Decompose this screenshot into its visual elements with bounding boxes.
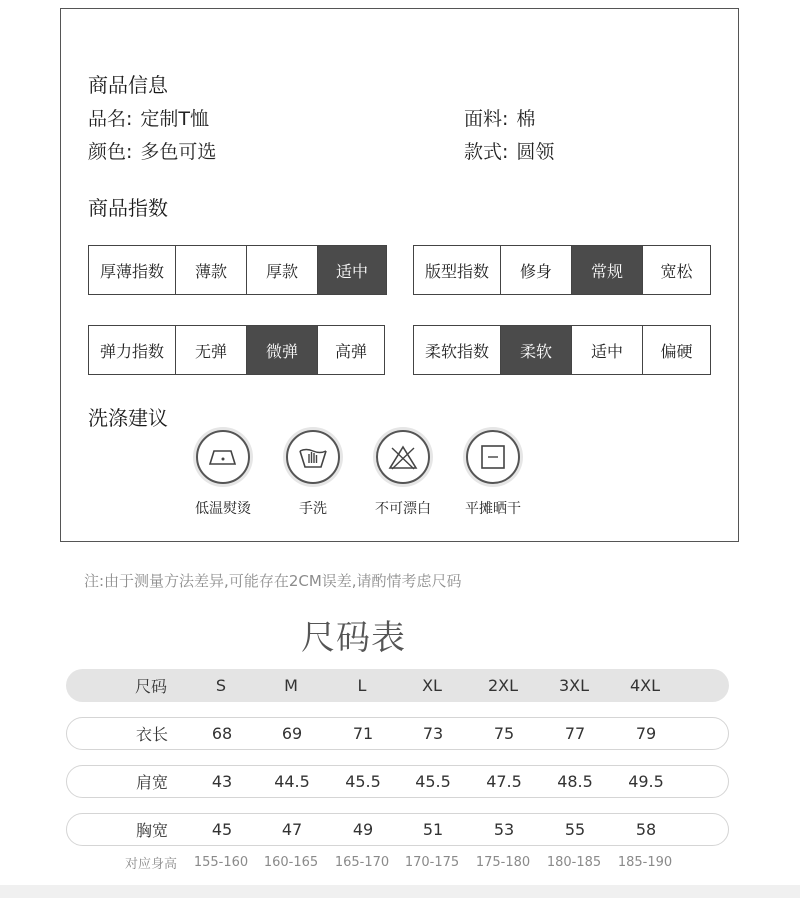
size-header-l: L (357, 676, 367, 695)
elastic-index-label: 弹力指数 (99, 341, 164, 361)
row-label: 衣长 (135, 725, 169, 744)
size-row-length (66, 717, 729, 750)
size-header-label: 尺码 (134, 677, 168, 696)
row-value: 79 (635, 724, 657, 743)
fit-index-table (413, 245, 711, 295)
row-value: 55 (564, 820, 586, 839)
size-chart-title: 尺码表 (301, 618, 406, 658)
row-label: 肩宽 (135, 773, 169, 792)
height-range: 175-180 (475, 854, 531, 870)
row-value: 49 (352, 820, 374, 839)
wash-label-dryflat: 平摊晒干 (465, 501, 521, 517)
row-value: 45 (211, 820, 233, 839)
product-style-value: 圆领 (516, 141, 555, 163)
row-value: 58 (635, 820, 657, 839)
elastic-option-none: 无弹 (175, 326, 246, 374)
size-header-s: S (215, 676, 227, 695)
height-range: 165-170 (334, 854, 390, 870)
product-name-label: 品名: (88, 108, 133, 130)
row-value: 53 (493, 820, 515, 839)
row-value: 47 (281, 820, 303, 839)
thickness-index-table (88, 245, 387, 295)
fit-option-slim: 修身 (500, 246, 571, 294)
elastic-option-high: 高弹 (317, 326, 384, 374)
height-range: 185-190 (617, 854, 673, 870)
size-header-row (66, 669, 729, 702)
row-value: 45.5 (415, 772, 451, 791)
row-value: 49.5 (628, 772, 664, 791)
row-value: 68 (211, 724, 233, 743)
row-value: 51 (422, 820, 444, 839)
product-info-heading: 商品信息 (88, 73, 168, 97)
product-fabric (464, 104, 535, 131)
thickness-option-thick: 厚款 (246, 246, 317, 294)
product-info-panel (60, 8, 739, 542)
product-color-label: 颜色: (88, 141, 133, 163)
softness-index-table (413, 325, 711, 375)
product-color (88, 137, 216, 164)
row-value: 73 (422, 724, 444, 743)
height-row-label: 对应身高 (124, 856, 178, 872)
wash-label-iron: 低温熨烫 (195, 501, 251, 517)
product-style (464, 137, 554, 164)
row-value: 45.5 (345, 772, 381, 791)
size-header-m: M (284, 676, 298, 695)
product-style-label: 款式: (464, 141, 509, 163)
fit-option-regular: 常规 (571, 246, 642, 294)
wash-item-nobleach (363, 430, 443, 518)
row-value: 77 (564, 724, 586, 743)
wash-label-handwash: 手洗 (299, 501, 327, 517)
size-header-2xl: 2XL (487, 676, 519, 695)
thickness-index-label: 厚薄指数 (99, 261, 164, 281)
iron-low-temp-icon (196, 430, 250, 484)
product-fabric-value: 棉 (516, 108, 536, 130)
softness-index-label: 柔软指数 (424, 341, 489, 361)
no-bleach-icon (376, 430, 430, 484)
softness-option-soft: 柔软 (500, 326, 571, 374)
size-row-shoulder (66, 765, 729, 798)
row-value: 75 (493, 724, 515, 743)
thickness-option-thin: 薄款 (175, 246, 246, 294)
fit-index-label: 版型指数 (424, 261, 489, 281)
row-value: 48.5 (557, 772, 593, 791)
row-label: 胸宽 (135, 821, 169, 840)
wash-heading: 洗涤建议 (88, 406, 168, 430)
softness-option-medium: 适中 (571, 326, 642, 374)
elastic-option-slight: 微弹 (246, 326, 317, 374)
measurement-note: 注:由于测量方法差异,可能存在2CM误差,请酌情考虑尺码 (84, 572, 462, 590)
wash-label-nobleach: 不可漂白 (375, 501, 431, 517)
product-name (88, 104, 209, 131)
height-range: 180-185 (546, 854, 602, 870)
wash-item-iron (183, 430, 263, 518)
dry-flat-icon (466, 430, 520, 484)
softness-option-hard: 偏硬 (642, 326, 710, 374)
height-range: 155-160 (193, 854, 249, 870)
wash-item-dryflat (453, 430, 533, 518)
thickness-option-medium: 适中 (317, 246, 386, 294)
size-header-xl: XL (422, 676, 442, 695)
row-value: 69 (281, 724, 303, 743)
wash-item-handwash (273, 430, 353, 518)
bottom-band (0, 885, 800, 898)
product-fabric-label: 面料: (464, 108, 509, 130)
product-name-value: 定制T恤 (140, 108, 210, 130)
row-value: 43 (211, 772, 233, 791)
product-color-value: 多色可选 (140, 141, 217, 163)
index-heading: 商品指数 (88, 196, 168, 220)
elastic-index-table (88, 325, 385, 375)
size-row-chest (66, 813, 729, 846)
row-value: 47.5 (486, 772, 522, 791)
size-header-4xl: 4XL (629, 676, 661, 695)
size-header-3xl: 3XL (558, 676, 590, 695)
fit-option-loose: 宽松 (642, 246, 710, 294)
row-value: 71 (352, 724, 374, 743)
height-range: 160-165 (263, 854, 319, 870)
row-value: 44.5 (274, 772, 310, 791)
size-row-height (66, 848, 729, 876)
height-range: 170-175 (404, 854, 460, 870)
hand-wash-icon (286, 430, 340, 484)
